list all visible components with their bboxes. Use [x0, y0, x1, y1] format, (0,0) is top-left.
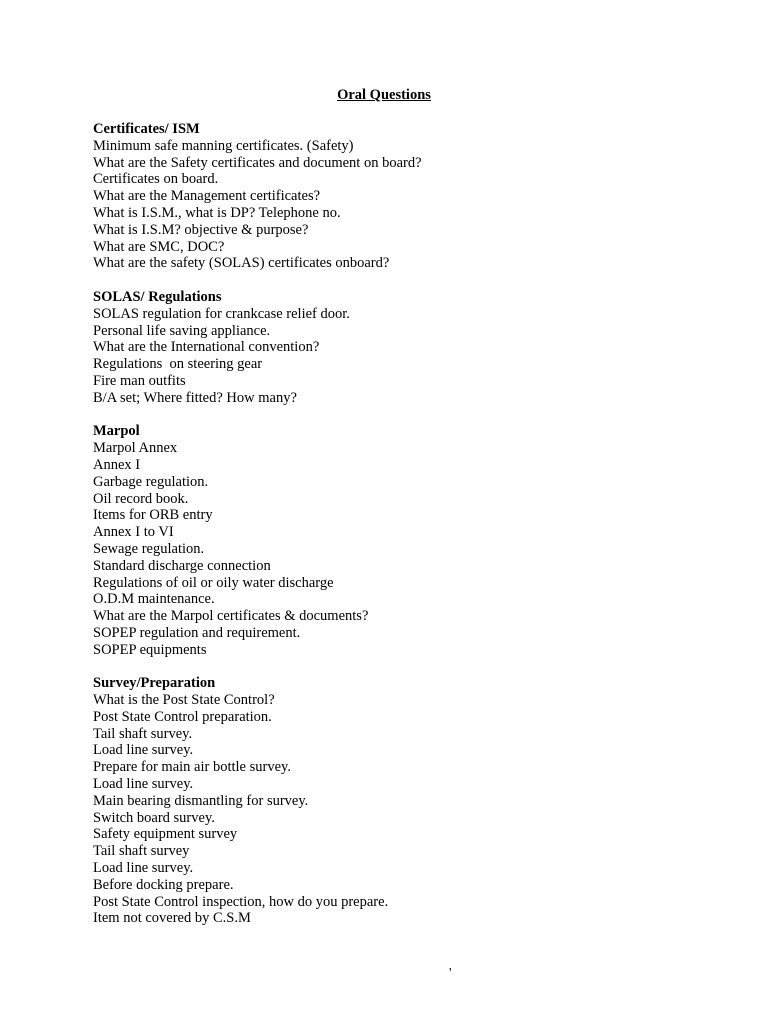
document-title: Oral Questions: [337, 87, 431, 103]
section-heading: SOLAS/ Regulations: [93, 288, 222, 305]
question-line: Before docking prepare.: [93, 876, 234, 893]
question-line: Oil record book.: [93, 490, 189, 507]
footer-mark: ': [449, 966, 452, 981]
section-survey-preparation: [93, 675, 713, 927]
question-line: Tail shaft survey.: [93, 725, 193, 742]
question-line: Sewage regulation.: [93, 540, 205, 557]
question-line: What are SMC, DOC?: [93, 238, 225, 255]
question-line: Post State Control preparation.: [93, 708, 272, 725]
question-line: Regulations of oil or oily water discharge: [93, 574, 334, 591]
section-certificates-ism: [93, 121, 713, 272]
question-line: What are the International convention?: [93, 339, 320, 356]
question-line: Load line survey.: [93, 742, 194, 759]
question-line: Annex I to VI: [93, 524, 174, 541]
question-line: Load line survey.: [93, 776, 194, 793]
question-line: Annex I: [93, 456, 141, 473]
question-line: Switch board survey.: [93, 809, 215, 826]
section-heading: Marpol: [93, 423, 140, 440]
section-heading: Certificates/ ISM: [93, 121, 200, 137]
question-line: What is I.S.M., what is DP? Telephone no.: [93, 204, 341, 221]
question-line: What is the Post State Control?: [93, 692, 275, 709]
question-line: Certificates on board.: [93, 171, 219, 188]
question-line: Garbage regulation.: [93, 473, 209, 490]
question-line: What are the safety (SOLAS) certificates onboard?: [93, 255, 390, 272]
question-line: SOPEP equipments: [93, 641, 207, 658]
question-line: Minimum safe manning certificates. (Safety): [93, 137, 354, 154]
question-line: SOPEP regulation and requirement.: [93, 624, 301, 641]
document-body: [93, 121, 713, 944]
question-line: B/A set; Where fitted? How many?: [93, 389, 297, 406]
question-line: Marpol Annex: [93, 440, 178, 457]
question-line: Personal life saving appliance.: [93, 322, 271, 339]
question-line: Regulations on steering gear: [93, 356, 263, 373]
question-line: Fire man outfits: [93, 372, 186, 389]
question-line: Tail shaft survey: [93, 843, 190, 860]
section-marpol: [93, 423, 713, 658]
question-line: Item not covered by C.S.M: [93, 910, 251, 927]
question-line: Items for ORB entry: [93, 507, 213, 524]
question-line: Post State Control inspection, how do you prepare.: [93, 893, 389, 910]
question-line: Main bearing dismantling for survey.: [93, 792, 309, 809]
section-solas-regulations: [93, 289, 713, 407]
question-line: Standard discharge connection: [93, 557, 271, 574]
question-line: What are the Marpol certificates & documents?: [93, 608, 369, 625]
section-heading: Survey/Preparation: [93, 675, 216, 692]
question-line: What are the Management certificates?: [93, 188, 321, 205]
question-line: What are the Safety certificates and document on board?: [93, 154, 422, 171]
question-line: SOLAS regulation for crankcase relief door.: [93, 305, 350, 322]
question-line: O.D.M maintenance.: [93, 591, 215, 608]
question-line: Safety equipment survey: [93, 826, 238, 843]
question-line: Prepare for main air bottle survey.: [93, 759, 291, 776]
question-line: What is I.S.M? objective & purpose?: [93, 221, 309, 238]
question-line: Load line survey.: [93, 860, 194, 877]
